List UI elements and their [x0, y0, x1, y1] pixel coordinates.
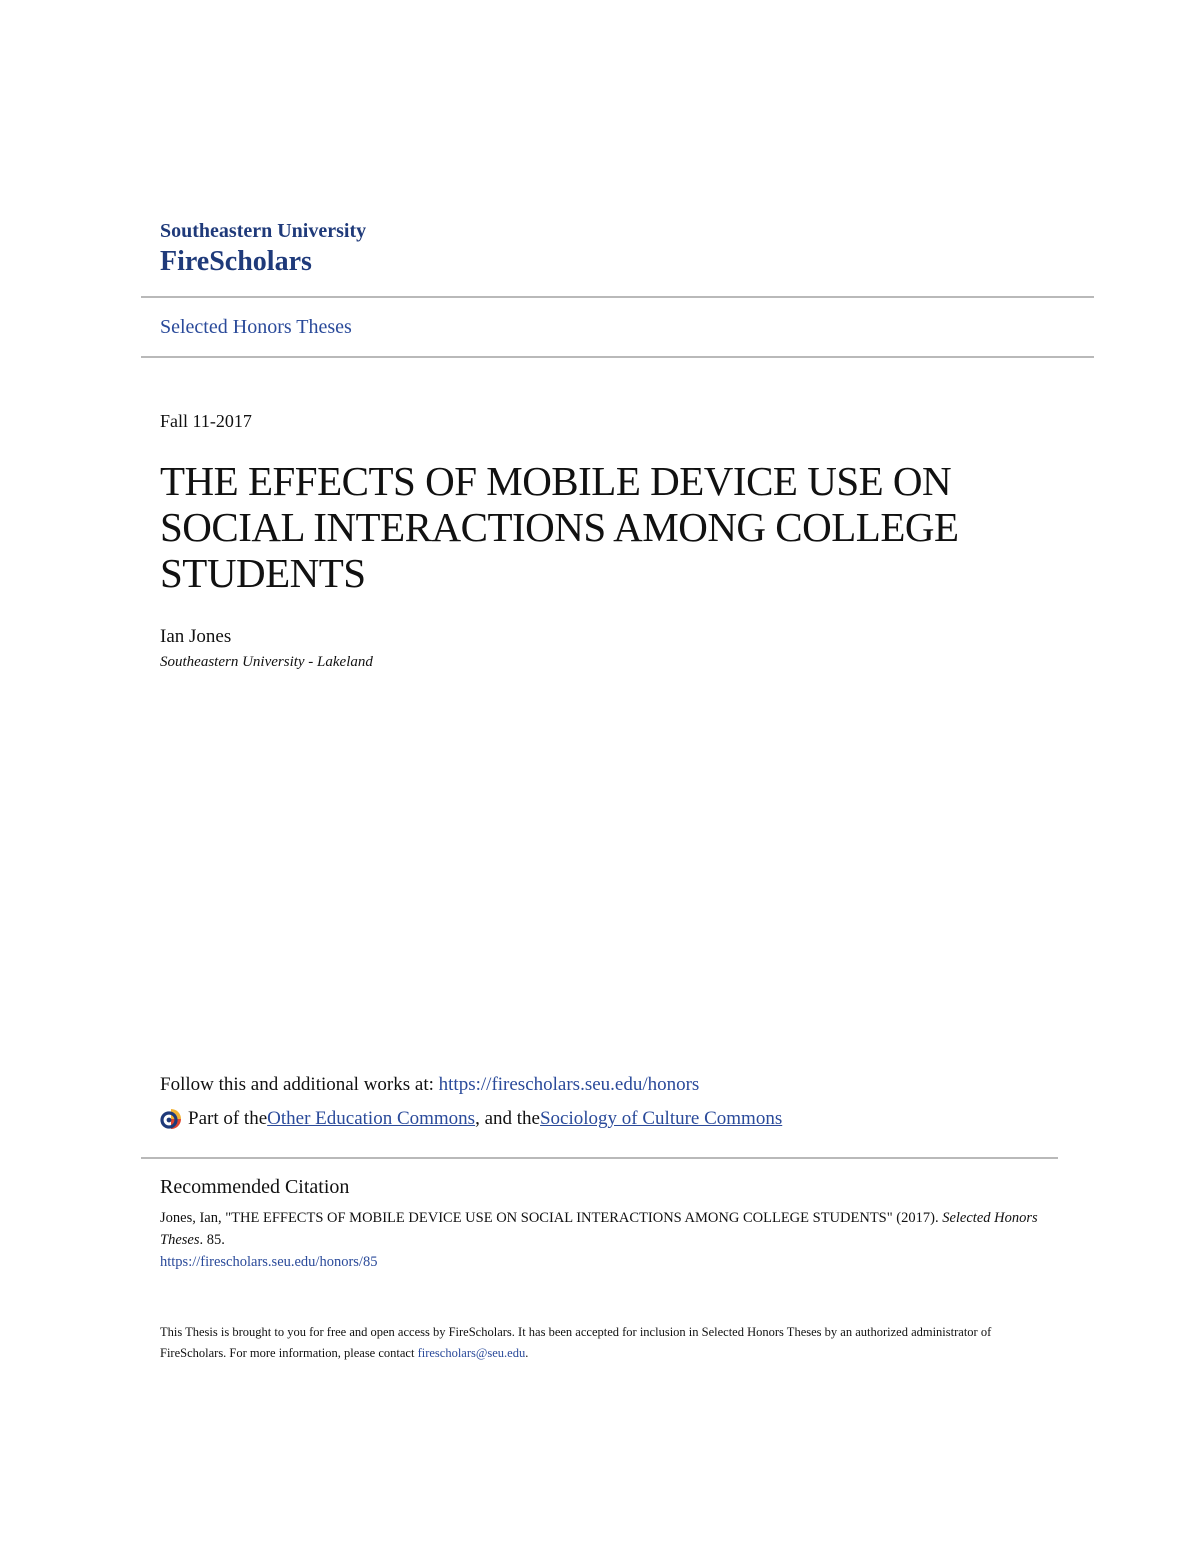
citation-series: Selected Honors Theses [160, 1210, 1038, 1248]
access-notice-text: This Thesis is brought to you for free and open access by FireScholars. It has been accepted for inclusion in Selected Honors Theses by an authorized administrator of FireScholars. For more information, please contact [160, 1325, 992, 1360]
publication-date: Fall 11-2017 [160, 411, 252, 431]
repository-name[interactable]: FireScholars [160, 246, 312, 277]
series-link[interactable]: Selected Honors Theses [160, 316, 352, 338]
contact-email-link[interactable]: firescholars@seu.edu [417, 1346, 526, 1360]
institution-name: Southeastern University [160, 220, 367, 242]
part-of-line [158, 1106, 782, 1132]
sociology-of-culture-commons-link[interactable]: Sociology of Culture Commons [539, 1108, 783, 1129]
access-notice [160, 1322, 1040, 1364]
access-notice-end: . [525, 1346, 529, 1360]
author-affiliation: Southeastern University - Lakeland [160, 654, 373, 670]
follow-url-link[interactable]: https://firescholars.seu.edu/honors [438, 1074, 700, 1095]
author-name: Ian Jones [160, 626, 232, 647]
divider-series [141, 356, 1094, 358]
commons-logo-icon [158, 1106, 184, 1132]
follow-prefix: Follow this and additional works at: [160, 1074, 439, 1095]
other-education-commons-link[interactable]: Other Education Commons [267, 1108, 476, 1129]
part-of-prefix: Part of the [188, 1108, 268, 1129]
divider-citation [141, 1157, 1058, 1159]
follow-line [160, 1074, 699, 1096]
document-title: THE EFFECTS OF MOBILE DEVICE USE ON SOCIAL INTERACTIONS AMONG COLLEGE STUDENTS [160, 458, 959, 596]
citation-text-1: Jones, Ian, "THE EFFECTS OF MOBILE DEVICE USE ON SOCIAL INTERACTIONS AMONG COLLEGE STUDENTS" (2017). [160, 1210, 943, 1226]
divider-top [141, 296, 1094, 298]
citation-url-link[interactable]: https://firescholars.seu.edu/honors/85 [160, 1254, 378, 1270]
citation-text-2: . 85. [199, 1232, 225, 1248]
part-of-middle: , and the [475, 1108, 540, 1129]
citation-body [160, 1207, 1040, 1273]
citation-heading: Recommended Citation [160, 1176, 350, 1198]
